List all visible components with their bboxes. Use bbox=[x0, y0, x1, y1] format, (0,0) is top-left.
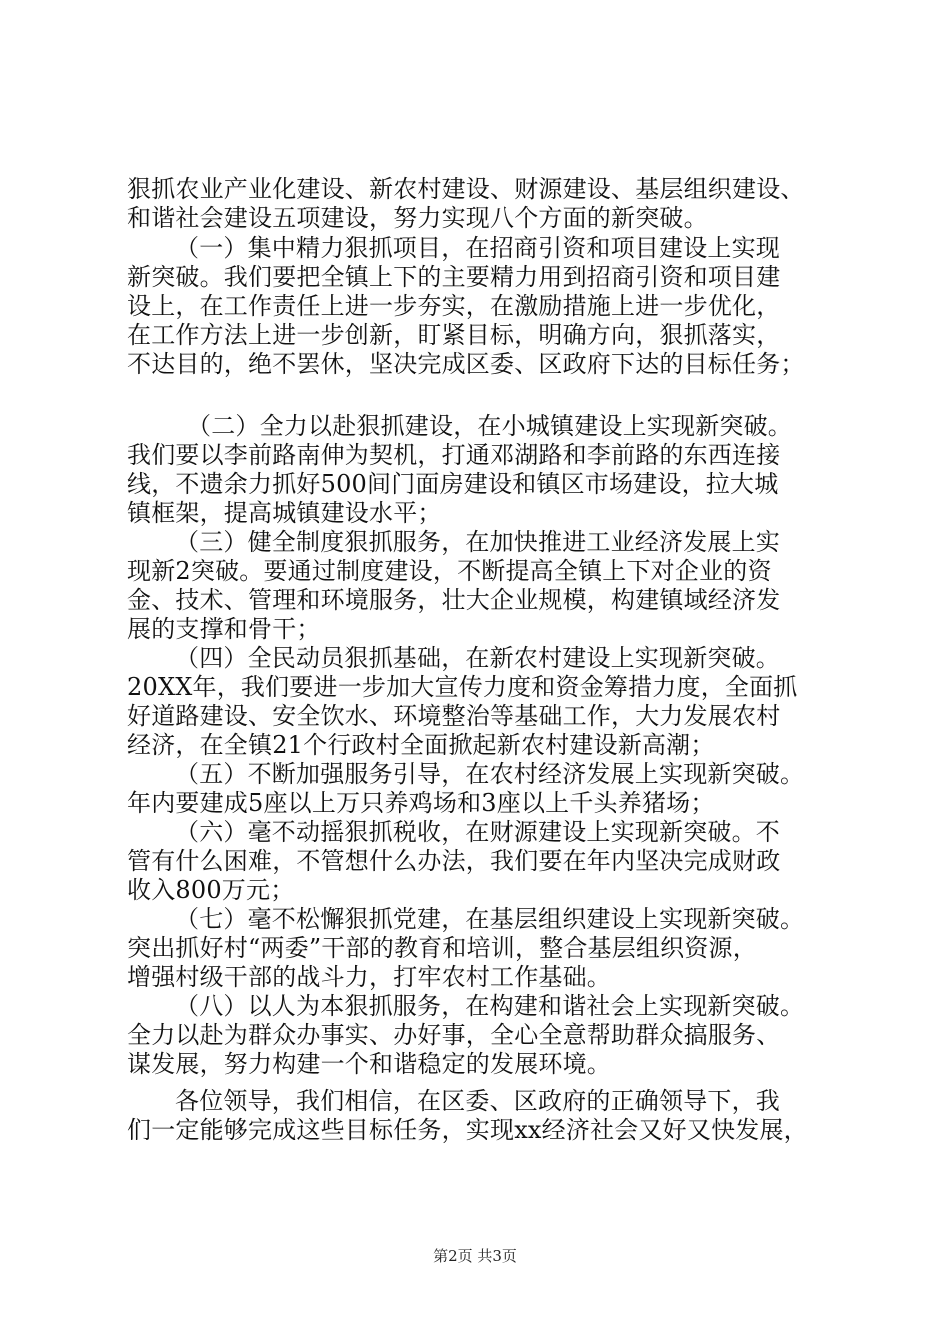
text-line: 和谐社会建设五项建设，努力实现八个方面的新突破。 bbox=[127, 204, 708, 232]
paragraph-1-start: （一）集中精力狠抓项目，在招商引资和项目建设上实现 bbox=[175, 234, 780, 262]
paragraph-3-start: （三）健全制度狠抓服务，在加快推进工业经济发展上实 bbox=[175, 528, 780, 556]
text-line: 20XX年，我们要进一步加大宣传力度和资金筹措力度，全面抓 bbox=[127, 673, 798, 701]
text-line: 金、技术、管理和环境服务，壮大企业规模，构建镇域经济发 bbox=[127, 586, 781, 614]
paragraph-2-start: （二）全力以赴狠抓建设，在小城镇建设上实现新突破。 bbox=[187, 412, 792, 440]
text-line: 管有什么困难，不管想什么办法，我们要在年内坚决完成财政 bbox=[127, 847, 781, 875]
paragraph-5-start: （五）不断加强服务引导，在农村经济发展上实现新突破。 bbox=[175, 760, 805, 788]
text-line: 展的支撑和骨干； bbox=[127, 615, 321, 643]
text-line: 镇框架，提高城镇建设水平； bbox=[127, 499, 442, 527]
closing-paragraph-start: 各位领导，我们相信，在区委、区政府的正确领导下，我 bbox=[175, 1087, 780, 1115]
text-line: 线，不遗余力抓好500间门面房建设和镇区市场建设，拉大城 bbox=[127, 470, 779, 498]
text-line: 不达目的，绝不罢休，坚决完成区委、区政府下达的目标任务； bbox=[127, 350, 805, 378]
text-line: 我们要以李前路南伸为契机，打通邓湖路和李前路的东西连接 bbox=[127, 441, 781, 469]
text-line: 新突破。我们要把全镇上下的主要精力用到招商引资和项目建 bbox=[127, 263, 781, 291]
text-line: 在工作方法上进一步创新，盯紧目标，明确方向，狠抓落实， bbox=[127, 321, 781, 349]
text-line: 现新2突破。要通过制度建设，不断提高全镇上下对企业的资 bbox=[127, 557, 772, 585]
text-line: 们一定能够完成这些目标任务，实现xx经济社会又好又快发展， bbox=[127, 1116, 808, 1144]
page-footer: 第2页 共3页 bbox=[433, 1247, 517, 1265]
text-line: 设上，在工作责任上进一步夯实，在激励措施上进一步优化， bbox=[127, 292, 781, 320]
text-line: 年内要建成5座以上万只养鸡场和3座以上千头养猪场； bbox=[127, 789, 715, 817]
text-line: 谋发展，努力构建一个和谐稳定的发展环境。 bbox=[127, 1050, 611, 1078]
paragraph-7-start: （七）毫不松懈狠抓党建，在基层组织建设上实现新突破。 bbox=[175, 905, 805, 933]
text-line: 突出抓好村“两委”干部的教育和培训，整合基层组织资源， bbox=[127, 934, 757, 962]
paragraph-6-start: （六）毫不动摇狠抓税收，在财源建设上实现新突破。不 bbox=[175, 818, 780, 846]
text-line: 狠抓农业产业化建设、新农村建设、财源建设、基层组织建设、 bbox=[127, 175, 805, 203]
text-line: 收入800万元； bbox=[127, 876, 295, 904]
text-line: 好道路建设、安全饮水、环境整治等基础工作，大力发展农村 bbox=[127, 702, 781, 730]
paragraph-8-start: （八）以人为本狠抓服务，在构建和谐社会上实现新突破。 bbox=[175, 992, 805, 1020]
text-line: 全力以赴为群众办事实、办好事，全心全意帮助群众搞服务、 bbox=[127, 1021, 781, 1049]
paragraph-4-start: （四）全民动员狠抓基础，在新农村建设上实现新突破。 bbox=[175, 644, 780, 672]
text-line: 增强村级干部的战斗力，打牢农村工作基础。 bbox=[127, 963, 611, 991]
text-line: 经济，在全镇21个行政村全面掀起新农村建设新高潮； bbox=[127, 731, 715, 759]
